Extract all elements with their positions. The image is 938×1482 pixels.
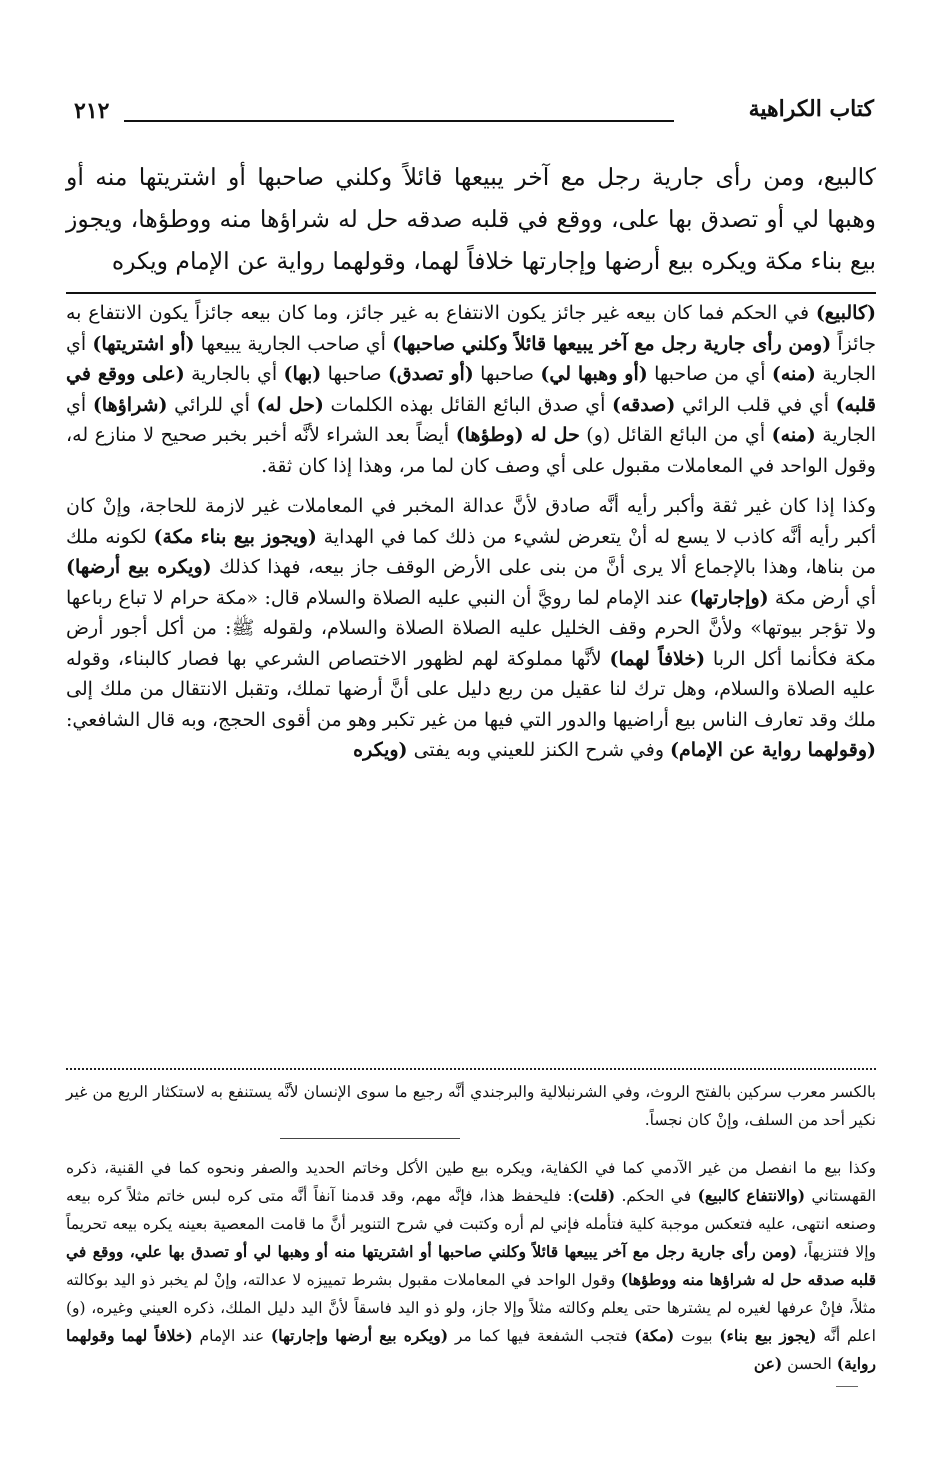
hashiya-paragraph: وكذا بيع ما انفصل من غير الآدمي كما في الكفاية، ويكره بيع طين الأكل وخاتم الحديد والصفر ونحوه كما في القنية، ذكره القهستاني (والانتفاع كالبيع) في الحكم. (قلت): فليحفظ هذا، فإنَّه مهم، وقد قدمنا آنفاً أنَّه متى كره لبس خاتم مثلاً كره بيعه وصنعه انتهى، عليه فتعكس موجبة كلية فتأمله فإني لم أره وكتبت في شرح التنوير أنَّ ما قامت المعصية بعينه يكره بيعه تحريماً وإلا فتنزيهاً، (ومن رأى جارية رجل مع آخر يبيعها قائلاً وكلني صاحبها أو اشتريتها منه أو وهبها لي أو تصدق بها علي، ووقع في قلبه صدقه حل له شراؤها منه ووطؤها) وقول الواحد في المعاملات مقبول بشرط تمييزه لا عدالته، وإنْ لم يخبر ذو اليد بوكالته مثلاً، فإنْ عرفها لغيره لم يشترها حتى يعلم وكالته مثلاً وإلا جاز، ولو ذو اليد فاسقاً لأنَّ اليد دليل الملك، ذكره العيني وغيره، (و) اعلم أنَّه (يجوز بيع بناء) بيوت (مكة) فتجب الشفعة فيها كما مر (ويكره بيع أرضها وإجارتها) عند الإمام (خلافاً لهما وقولهما رواية) الحسن (عن	[66, 1159, 877, 1373]
book-title: كتاب الكراهية	[748, 96, 874, 122]
bold-matn-quote: (منه)	[771, 424, 816, 446]
bold-matn-quote: (مكة)	[634, 1326, 675, 1345]
sharh-notes-divider	[66, 1068, 876, 1070]
bold-matn-quote: (والانتفاع كالبيع)	[697, 1186, 806, 1205]
bold-matn-quote: (حل له)	[256, 393, 324, 416]
bold-matn-quote: (أو وهبها لي)	[540, 363, 648, 385]
sharh-paragraph-2: وكذا إذا كان غير ثقة وأكبر رأيه أنَّه صادق لأنَّ عدالة المخبر في المعاملات غير لازمة للحاجة، وإنْ كان أكبر رأيه أنَّه كاذب لا يسع له أنْ يتعرض لشيء من ذلك كما في الهداية (ويجوز بيع بناء مكة) لكونه ملك من بناها، وهذا بالإجماع ألا يرى أنَّ من بنى على الأرض الوقف جاز بيعه، فهذا كذلك (ويكره بيع أرضها) أي أرض مكة (وإجارتها) عند الإمام لما رويَّ أن النبي عليه الصلاة والسلام قال: «مكة حرام لا تباع رباعها ولا تؤجر بيوتها» ولأنَّ الحرم وقف الخليل عليه الصلاة الصلاة والسلام، ولقوله ﷺ: من أكل أجور أرض مكة فكأنما أكل الربا (خلافاً لهما) لأنَّها مملوكة لهم لظهور الاختصاص الشرعي بها فصار كالبناء، وقوله عليه الصلاة والسلام، وهل ترك لنا عقيل من ربع دليل على أنَّ أرضها تملك، وتقبل الانتقال من ملك إلى ملك وقد تعارف الناس بيع أراضيها والدور التي فيها من غير تكبر وهو من أقوى الحجج، وبه قال الشافعي: (وقولهما رواية عن الإمام) وفي شرح الكنز للعيني وبه يفتى (ويكره	[66, 495, 876, 761]
bold-matn-quote: (منه)	[771, 363, 816, 385]
bold-matn-quote: (ويكره بيع أرضها)	[66, 556, 212, 578]
bold-matn-quote: (عن	[753, 1354, 783, 1373]
bold-matn-quote: (وقولهما رواية عن الإمام)	[670, 739, 876, 761]
bold-matn-quote: (على ووقع في قلبه)	[66, 363, 876, 416]
bold-matn-quote: (ويكره بيع أرضها وإجارتها)	[270, 1326, 449, 1345]
footnote-continuation	[66, 1078, 876, 1134]
bold-matn-quote: (ويجوز بيع بناء مكة)	[153, 525, 317, 548]
bold-matn-quote: (بها)	[283, 363, 322, 385]
sharh-paragraph-1: (كالبيع) في الحكم فما كان بيعه غير جائز يكون الانتفاع به غير جائز، وما كان بيعه جائزاً يكون الانتفاع به جائزاً (ومن رأى جارية رجل مع آخر يبيعها قائلاً وكلني صاحبها) أي صاحب الجارية يبيعها (أو اشتريتها) أي الجارية (منه) أي من صاحبها (أو وهبها لي) صاحبها (أو تصدق) صاحبها (بها) أي بالجارية (على ووقع في قلبه) أي في قلب الرائي (صدقه) أي صدق البائع القائل بهذه الكلمات (حل له) أي للرائي (شراؤها) أي الجارية (منه) أي من البائع القائل (و) حل له (وطؤها) أيضاً بعد الشراء لأنَّه أخبر بخبر صحيح لا منازع له، وقول الواحد في المعاملات مقبول على أي وصف كان لما مر، وهذا إذا كان ثقة.	[66, 302, 877, 477]
book-page	[66, 86, 876, 1466]
bold-matn-quote: (ومن رأى جارية رجل مع آخر يبيعها قائلاً وكلني صاحبها)	[392, 332, 832, 355]
bold-matn-quote: (أو اشتريتها)	[92, 332, 195, 355]
bold-matn-quote: (ومن رأى جارية رجل مع آخر يبيعها قائلاً وكلني صاحبها أو اشتريتها منه أو وهبها لي أو تصدق بها علي، ووقع في قلبه صدقه حل له شراؤها منه ووطؤها)	[66, 1242, 876, 1289]
bold-matn-quote: (شراؤها)	[92, 393, 168, 416]
bold-matn-quote: (خلافاً لهما)	[609, 647, 706, 670]
bold-matn-quote: (وإجارتها)	[689, 586, 769, 609]
hashiya-text-block	[66, 1154, 876, 1378]
sharh-text-block	[66, 298, 876, 766]
bold-matn-quote: حل له (وطؤها)	[455, 424, 580, 446]
page-number: ٢١٢	[74, 98, 110, 124]
bold-matn-quote: (قلت)	[572, 1186, 616, 1205]
bold-matn-quote: (أو تصدق)	[387, 363, 474, 385]
bold-matn-quote: (صدقه)	[612, 393, 676, 416]
matn-sharh-divider	[66, 292, 876, 294]
page-corner-mark	[836, 1386, 858, 1387]
bold-matn-quote: (خلافاً لهما وقولهما رواية)	[66, 1326, 876, 1373]
page-header	[66, 96, 876, 130]
matn-paragraph: كالبيع، ومن رأى جارية رجل مع آخر يبيعها قائلاً وكلني صاحبها أو اشتريتها منه أو وهبها لي أو تصدق بها على، ووقع في قلبه صدقه حل له شراؤها منه ووطؤها، ويجوز بيع بناء مكة ويكره بيع أرضها وإجارتها خلافاً لهما، وقولهما رواية عن الإمام ويكره	[66, 163, 876, 275]
bold-matn-quote: (يجوز بيع بناء)	[719, 1326, 817, 1345]
footnote-separator	[280, 1138, 460, 1139]
bold-matn-quote: (كالبيع)	[815, 302, 876, 324]
matn-text-block	[66, 156, 876, 282]
header-rule	[124, 120, 674, 122]
bold-matn-quote: (ويكره	[353, 739, 408, 761]
footnote-paragraph: بالكسر معرب سركين بالفتح الروث، وفي الشرنبلالية والبرجندي أنَّه رجيع ما سوى الإنسان لأنَّه يستنفع به لاستكثار الريع من غير نكير أحد من السلف، وإنْ كان نجساً.	[66, 1083, 876, 1129]
